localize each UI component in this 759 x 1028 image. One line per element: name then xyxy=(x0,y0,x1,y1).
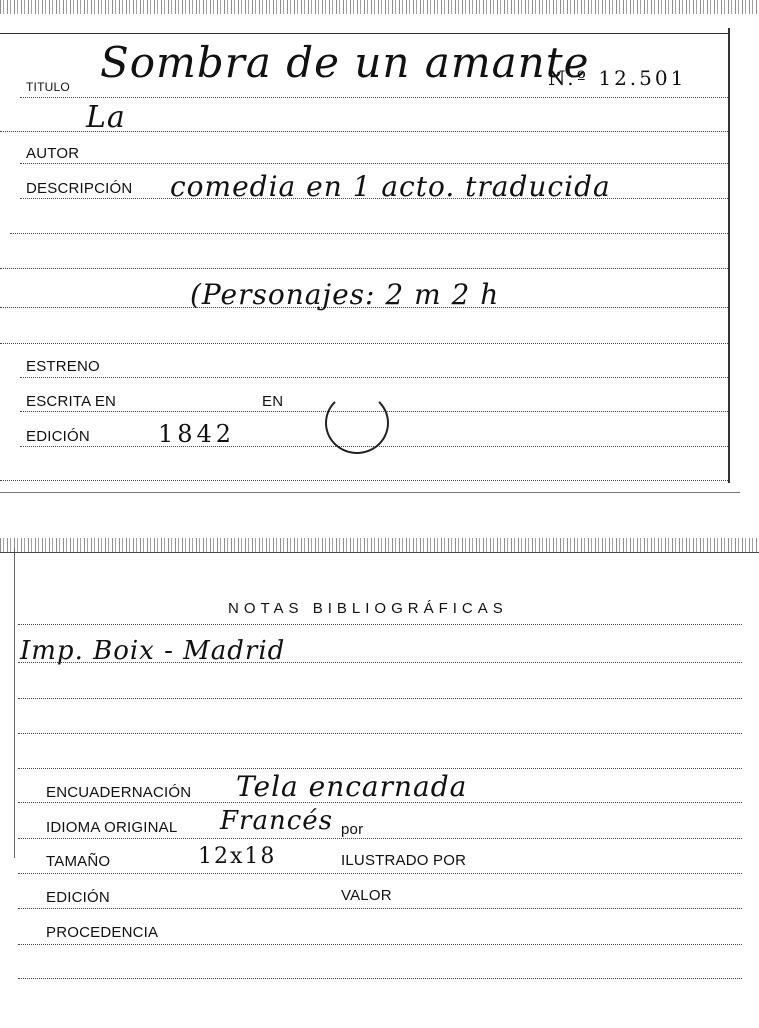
idioma-original-label: IDIOMA ORIGINAL xyxy=(46,819,178,836)
descripcion-label: DESCRIPCIÓN xyxy=(26,180,133,197)
scan-noise-top xyxy=(0,538,759,552)
tamano-label: TAMAÑO xyxy=(46,853,111,870)
escrita-en-label: ESCRITA EN xyxy=(26,393,117,410)
handwritten-article: La xyxy=(86,100,126,135)
rule-line xyxy=(18,873,742,874)
stamp-circle xyxy=(325,392,389,454)
rule-line xyxy=(18,698,742,699)
card-top-border xyxy=(0,552,759,553)
handwritten-size: 12x18 xyxy=(198,844,277,869)
rule-line xyxy=(0,343,728,344)
rule-line xyxy=(20,377,728,378)
card-top-border xyxy=(0,33,730,34)
autor-label: AUTOR xyxy=(26,145,80,162)
rule-line xyxy=(20,163,728,164)
rule-line xyxy=(18,908,742,909)
estreno-label: ESTRENO xyxy=(26,358,100,375)
edicion-label: EDICIÓN xyxy=(26,428,90,445)
handwritten-edition-year: 1842 xyxy=(158,420,236,448)
rule-line xyxy=(18,978,742,979)
por-label: por xyxy=(341,821,364,838)
notas-heading: NOTAS BIBLIOGRÁFICAS xyxy=(228,600,508,617)
rule-line xyxy=(18,944,742,945)
handwritten-binding: Tela encarnada xyxy=(236,770,468,803)
scan-noise-top xyxy=(0,0,759,14)
catalog-card-back xyxy=(0,538,759,1028)
card-separator xyxy=(0,492,740,493)
handwritten-description: comedia en 1 acto. traducida xyxy=(170,170,611,203)
rule-line xyxy=(18,838,742,839)
card-left-border xyxy=(14,548,15,858)
valor-label: VALOR xyxy=(341,887,392,904)
rule-line xyxy=(18,624,742,625)
card-right-border xyxy=(728,28,730,483)
rule-line xyxy=(20,97,728,98)
handwritten-language: Francés xyxy=(220,806,334,836)
ilustrado-por-label: ILUSTRADO POR xyxy=(341,852,467,869)
catalog-card-front xyxy=(0,0,759,493)
handwritten-number: N.º 12.501 xyxy=(548,66,687,90)
en-label: EN xyxy=(262,393,284,410)
rule-line xyxy=(0,268,728,269)
handwritten-characters: (Personajes: 2 m 2 h xyxy=(190,278,500,311)
rule-line xyxy=(0,480,728,481)
encuadernacion-label: ENCUADERNACIÓN xyxy=(46,784,192,801)
rule-line xyxy=(10,233,728,234)
handwritten-notes: Imp. Boix - Madrid xyxy=(20,636,286,666)
rule-line xyxy=(18,733,742,734)
procedencia-label: PROCEDENCIA xyxy=(46,924,159,941)
rule-line xyxy=(18,768,742,769)
handwritten-title: Sombra de un amante xyxy=(100,38,590,87)
titulo-label: TITULO xyxy=(26,80,70,94)
edicion-label: EDICIÓN xyxy=(46,889,110,906)
